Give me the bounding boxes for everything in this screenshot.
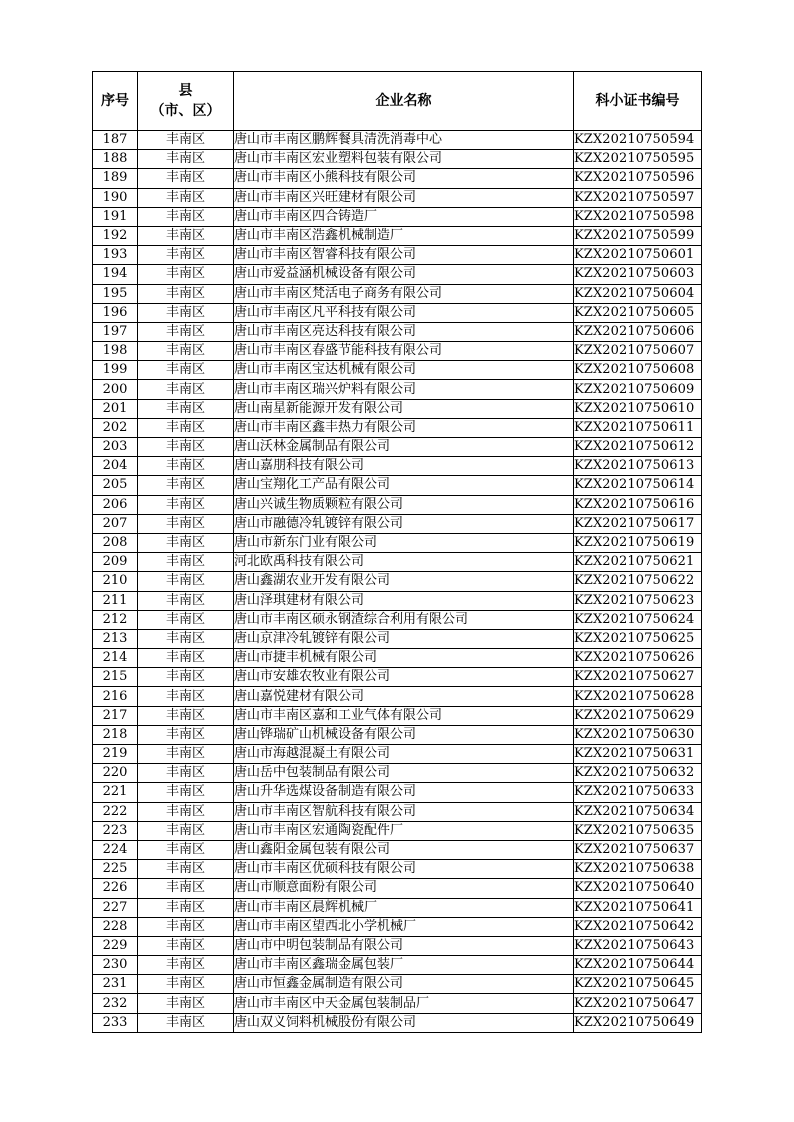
- table-row: [93, 745, 702, 764]
- cell-certificate-code: KZX20210750598: [574, 207, 702, 226]
- cell-county: 丰南区: [138, 898, 234, 917]
- cell-seq: 205: [93, 476, 138, 495]
- table-row: [93, 169, 702, 188]
- cell-county: 丰南区: [138, 879, 234, 898]
- cell-seq: 215: [93, 668, 138, 687]
- table-row: [93, 207, 702, 226]
- cell-enterprise-name: 唐山市捷丰机械有限公司: [234, 649, 574, 668]
- header-seq: 序号: [93, 72, 138, 131]
- cell-enterprise-name: 唐山嘉悦建材有限公司: [234, 687, 574, 706]
- table-row: [93, 284, 702, 303]
- table-row: [93, 380, 702, 399]
- cell-certificate-code: KZX20210750616: [574, 495, 702, 514]
- cell-certificate-code: KZX20210750597: [574, 188, 702, 207]
- cell-county: 丰南区: [138, 438, 234, 457]
- cell-certificate-code: KZX20210750596: [574, 169, 702, 188]
- table-row: [93, 342, 702, 361]
- table-row: [93, 361, 702, 380]
- cell-enterprise-name: 唐山市丰南区春盛节能科技有限公司: [234, 342, 574, 361]
- cell-certificate-code: KZX20210750630: [574, 725, 702, 744]
- cell-seq: 212: [93, 610, 138, 629]
- cell-county: 丰南区: [138, 418, 234, 437]
- cell-enterprise-name: 唐山市丰南区宏通陶瓷配件厂: [234, 821, 574, 840]
- cell-enterprise-name: 唐山宝翔化工产品有限公司: [234, 476, 574, 495]
- header-name: 企业名称: [234, 72, 574, 131]
- table-row: [93, 994, 702, 1013]
- cell-seq: 218: [93, 725, 138, 744]
- cell-enterprise-name: 河北欧禹科技有限公司: [234, 553, 574, 572]
- table-row: [93, 975, 702, 994]
- cell-county: 丰南区: [138, 994, 234, 1013]
- cell-seq: 196: [93, 303, 138, 322]
- enterprise-certificate-table: [92, 71, 702, 1033]
- table-row: [93, 706, 702, 725]
- cell-seq: 224: [93, 840, 138, 859]
- cell-seq: 188: [93, 150, 138, 169]
- cell-certificate-code: KZX20210750642: [574, 917, 702, 936]
- cell-enterprise-name: 唐山市丰南区亮达科技有限公司: [234, 322, 574, 341]
- table-row: [93, 956, 702, 975]
- cell-seq: 195: [93, 284, 138, 303]
- cell-enterprise-name: 唐山市丰南区鑫瑞金属包装厂: [234, 956, 574, 975]
- cell-seq: 189: [93, 169, 138, 188]
- table-row: [93, 764, 702, 783]
- cell-county: 丰南区: [138, 361, 234, 380]
- cell-seq: 217: [93, 706, 138, 725]
- cell-certificate-code: KZX20210750614: [574, 476, 702, 495]
- cell-certificate-code: KZX20210750643: [574, 936, 702, 955]
- cell-county: 丰南区: [138, 476, 234, 495]
- cell-enterprise-name: 唐山市丰南区智航科技有限公司: [234, 802, 574, 821]
- cell-enterprise-name: 唐山兴诚生物质颗粒有限公司: [234, 495, 574, 514]
- cell-enterprise-name: 唐山市丰南区望西北小学机械厂: [234, 917, 574, 936]
- table-row: [93, 265, 702, 284]
- cell-enterprise-name: 唐山市丰南区小熊科技有限公司: [234, 169, 574, 188]
- cell-enterprise-name: 唐山市丰南区智睿科技有限公司: [234, 246, 574, 265]
- table-row: [93, 131, 702, 150]
- cell-enterprise-name: 唐山市新东门业有限公司: [234, 533, 574, 552]
- cell-enterprise-name: 唐山市丰南区晨辉机械厂: [234, 898, 574, 917]
- table-row: [93, 476, 702, 495]
- cell-county: 丰南区: [138, 150, 234, 169]
- cell-certificate-code: KZX20210750623: [574, 591, 702, 610]
- table-row: [93, 150, 702, 169]
- cell-county: 丰南区: [138, 802, 234, 821]
- table-row: [93, 457, 702, 476]
- cell-seq: 197: [93, 322, 138, 341]
- cell-certificate-code: KZX20210750605: [574, 303, 702, 322]
- cell-county: 丰南区: [138, 514, 234, 533]
- cell-certificate-code: KZX20210750635: [574, 821, 702, 840]
- cell-seq: 225: [93, 860, 138, 879]
- cell-county: 丰南区: [138, 764, 234, 783]
- cell-enterprise-name: 唐山京津冷轧镀锌有限公司: [234, 629, 574, 648]
- cell-county: 丰南区: [138, 399, 234, 418]
- cell-seq: 204: [93, 457, 138, 476]
- header-row: [93, 72, 702, 131]
- cell-county: 丰南区: [138, 495, 234, 514]
- cell-certificate-code: KZX20210750619: [574, 533, 702, 552]
- cell-enterprise-name: 唐山岳中包装制品有限公司: [234, 764, 574, 783]
- table-row: [93, 322, 702, 341]
- cell-certificate-code: KZX20210750629: [574, 706, 702, 725]
- cell-enterprise-name: 唐山市顺意面粉有限公司: [234, 879, 574, 898]
- cell-enterprise-name: 唐山市恒鑫金属制造有限公司: [234, 975, 574, 994]
- cell-county: 丰南区: [138, 860, 234, 879]
- cell-certificate-code: KZX20210750631: [574, 745, 702, 764]
- cell-enterprise-name: 唐山嘉朋科技有限公司: [234, 457, 574, 476]
- table-header: [93, 72, 702, 131]
- cell-seq: 223: [93, 821, 138, 840]
- header-county: [138, 72, 234, 131]
- table-row: [93, 303, 702, 322]
- cell-county: 丰南区: [138, 131, 234, 150]
- cell-certificate-code: KZX20210750603: [574, 265, 702, 284]
- cell-enterprise-name: 唐山市安雄农牧业有限公司: [234, 668, 574, 687]
- cell-enterprise-name: 唐山市丰南区浩鑫机械制造厂: [234, 226, 574, 245]
- cell-seq: 211: [93, 591, 138, 610]
- table-row: [93, 879, 702, 898]
- cell-enterprise-name: 唐山市海越混凝土有限公司: [234, 745, 574, 764]
- cell-county: 丰南区: [138, 917, 234, 936]
- cell-county: 丰南区: [138, 284, 234, 303]
- table-row: [93, 687, 702, 706]
- table-row: [93, 936, 702, 955]
- cell-enterprise-name: 唐山市丰南区瑞兴炉料有限公司: [234, 380, 574, 399]
- table-row: [93, 533, 702, 552]
- cell-certificate-code: KZX20210750606: [574, 322, 702, 341]
- cell-enterprise-name: 唐山市爱益涵机械设备有限公司: [234, 265, 574, 284]
- table-row: [93, 572, 702, 591]
- cell-seq: 222: [93, 802, 138, 821]
- cell-county: 丰南区: [138, 821, 234, 840]
- cell-certificate-code: KZX20210750649: [574, 1013, 702, 1032]
- cell-certificate-code: KZX20210750599: [574, 226, 702, 245]
- table-row: [93, 495, 702, 514]
- cell-county: 丰南区: [138, 207, 234, 226]
- cell-seq: 192: [93, 226, 138, 245]
- cell-county: 丰南区: [138, 591, 234, 610]
- cell-seq: 220: [93, 764, 138, 783]
- cell-certificate-code: KZX20210750595: [574, 150, 702, 169]
- cell-enterprise-name: 唐山市丰南区优硕科技有限公司: [234, 860, 574, 879]
- cell-seq: 187: [93, 131, 138, 150]
- cell-county: 丰南区: [138, 649, 234, 668]
- cell-county: 丰南区: [138, 322, 234, 341]
- table-row: [93, 246, 702, 265]
- cell-seq: 229: [93, 936, 138, 955]
- cell-seq: 214: [93, 649, 138, 668]
- cell-certificate-code: KZX20210750637: [574, 840, 702, 859]
- cell-certificate-code: KZX20210750604: [574, 284, 702, 303]
- cell-seq: 201: [93, 399, 138, 418]
- cell-county: 丰南区: [138, 936, 234, 955]
- table-row: [93, 860, 702, 879]
- table-row: [93, 399, 702, 418]
- cell-seq: 206: [93, 495, 138, 514]
- cell-seq: 221: [93, 783, 138, 802]
- cell-certificate-code: KZX20210750613: [574, 457, 702, 476]
- cell-enterprise-name: 唐山市丰南区鑫丰热力有限公司: [234, 418, 574, 437]
- cell-seq: 199: [93, 361, 138, 380]
- cell-certificate-code: KZX20210750621: [574, 553, 702, 572]
- cell-county: 丰南区: [138, 265, 234, 284]
- cell-seq: 226: [93, 879, 138, 898]
- cell-enterprise-name: 唐山双义饲料机械股份有限公司: [234, 1013, 574, 1032]
- cell-enterprise-name: 唐山市融德冷轧镀锌有限公司: [234, 514, 574, 533]
- cell-certificate-code: KZX20210750634: [574, 802, 702, 821]
- cell-certificate-code: KZX20210750641: [574, 898, 702, 917]
- cell-enterprise-name: 唐山升华选煤设备制造有限公司: [234, 783, 574, 802]
- cell-seq: 213: [93, 629, 138, 648]
- table-body: [93, 131, 702, 1033]
- cell-county: 丰南区: [138, 572, 234, 591]
- cell-county: 丰南区: [138, 246, 234, 265]
- table-row: [93, 783, 702, 802]
- table-row: [93, 725, 702, 744]
- cell-county: 丰南区: [138, 745, 234, 764]
- cell-certificate-code: KZX20210750628: [574, 687, 702, 706]
- cell-county: 丰南区: [138, 380, 234, 399]
- cell-certificate-code: KZX20210750647: [574, 994, 702, 1013]
- cell-county: 丰南区: [138, 342, 234, 361]
- cell-certificate-code: KZX20210750609: [574, 380, 702, 399]
- table-row: [93, 188, 702, 207]
- cell-enterprise-name: 唐山市丰南区宏业塑料包装有限公司: [234, 150, 574, 169]
- table-row: [93, 629, 702, 648]
- cell-enterprise-name: 唐山市丰南区兴旺建材有限公司: [234, 188, 574, 207]
- cell-certificate-code: KZX20210750640: [574, 879, 702, 898]
- cell-certificate-code: KZX20210750594: [574, 131, 702, 150]
- header-code: 科小证书编号: [574, 72, 702, 131]
- cell-seq: 231: [93, 975, 138, 994]
- cell-county: 丰南区: [138, 457, 234, 476]
- cell-county: 丰南区: [138, 668, 234, 687]
- cell-certificate-code: KZX20210750624: [574, 610, 702, 629]
- table-row: [93, 649, 702, 668]
- cell-county: 丰南区: [138, 1013, 234, 1032]
- cell-county: 丰南区: [138, 687, 234, 706]
- cell-seq: 203: [93, 438, 138, 457]
- cell-county: 丰南区: [138, 169, 234, 188]
- cell-enterprise-name: 唐山鑫湖农业开发有限公司: [234, 572, 574, 591]
- cell-seq: 191: [93, 207, 138, 226]
- cell-county: 丰南区: [138, 629, 234, 648]
- table-row: [93, 840, 702, 859]
- table-row: [93, 418, 702, 437]
- cell-certificate-code: KZX20210750610: [574, 399, 702, 418]
- cell-seq: 193: [93, 246, 138, 265]
- table-row: [93, 668, 702, 687]
- cell-enterprise-name: 唐山市丰南区鹏辉餐具清洗消毒中心: [234, 131, 574, 150]
- cell-enterprise-name: 唐山市丰南区嘉和工业气体有限公司: [234, 706, 574, 725]
- cell-seq: 216: [93, 687, 138, 706]
- cell-seq: 232: [93, 994, 138, 1013]
- cell-enterprise-name: 唐山市丰南区四合铸造厂: [234, 207, 574, 226]
- cell-certificate-code: KZX20210750608: [574, 361, 702, 380]
- cell-certificate-code: KZX20210750645: [574, 975, 702, 994]
- cell-seq: 209: [93, 553, 138, 572]
- cell-seq: 210: [93, 572, 138, 591]
- table-row: [93, 514, 702, 533]
- cell-seq: 227: [93, 898, 138, 917]
- cell-enterprise-name: 唐山市丰南区梵活电子商务有限公司: [234, 284, 574, 303]
- cell-county: 丰南区: [138, 783, 234, 802]
- cell-county: 丰南区: [138, 610, 234, 629]
- cell-certificate-code: KZX20210750627: [574, 668, 702, 687]
- header-county-line1: 县: [178, 83, 193, 99]
- cell-county: 丰南区: [138, 956, 234, 975]
- cell-seq: 202: [93, 418, 138, 437]
- cell-seq: 207: [93, 514, 138, 533]
- cell-enterprise-name: 唐山泽琪建材有限公司: [234, 591, 574, 610]
- cell-enterprise-name: 唐山沃林金属制品有限公司: [234, 438, 574, 457]
- table-row: [93, 802, 702, 821]
- table-row: [93, 226, 702, 245]
- cell-county: 丰南区: [138, 553, 234, 572]
- cell-seq: 219: [93, 745, 138, 764]
- cell-certificate-code: KZX20210750626: [574, 649, 702, 668]
- cell-county: 丰南区: [138, 840, 234, 859]
- table-row: [93, 898, 702, 917]
- cell-seq: 228: [93, 917, 138, 936]
- cell-county: 丰南区: [138, 533, 234, 552]
- cell-certificate-code: KZX20210750632: [574, 764, 702, 783]
- cell-enterprise-name: 唐山市丰南区中天金属包装制品厂: [234, 994, 574, 1013]
- cell-enterprise-name: 唐山南星新能源开发有限公司: [234, 399, 574, 418]
- cell-certificate-code: KZX20210750617: [574, 514, 702, 533]
- cell-enterprise-name: 唐山市丰南区宝达机械有限公司: [234, 361, 574, 380]
- table-row: [93, 610, 702, 629]
- table-row: [93, 553, 702, 572]
- table-row: [93, 917, 702, 936]
- cell-seq: 208: [93, 533, 138, 552]
- cell-certificate-code: KZX20210750612: [574, 438, 702, 457]
- table-row: [93, 821, 702, 840]
- table-row: [93, 591, 702, 610]
- cell-county: 丰南区: [138, 725, 234, 744]
- cell-certificate-code: KZX20210750622: [574, 572, 702, 591]
- cell-county: 丰南区: [138, 188, 234, 207]
- table-row: [93, 1013, 702, 1032]
- header-county-line2: （市、区）: [150, 103, 221, 119]
- cell-enterprise-name: 唐山铧瑞矿山机械设备有限公司: [234, 725, 574, 744]
- cell-certificate-code: KZX20210750638: [574, 860, 702, 879]
- cell-county: 丰南区: [138, 975, 234, 994]
- cell-certificate-code: KZX20210750601: [574, 246, 702, 265]
- cell-certificate-code: KZX20210750611: [574, 418, 702, 437]
- cell-certificate-code: KZX20210750644: [574, 956, 702, 975]
- cell-enterprise-name: 唐山市丰南区硕永钢渣综合利用有限公司: [234, 610, 574, 629]
- cell-seq: 200: [93, 380, 138, 399]
- cell-enterprise-name: 唐山市丰南区凡平科技有限公司: [234, 303, 574, 322]
- cell-certificate-code: KZX20210750607: [574, 342, 702, 361]
- cell-certificate-code: KZX20210750625: [574, 629, 702, 648]
- cell-county: 丰南区: [138, 303, 234, 322]
- cell-seq: 190: [93, 188, 138, 207]
- cell-certificate-code: KZX20210750633: [574, 783, 702, 802]
- table-row: [93, 438, 702, 457]
- cell-county: 丰南区: [138, 226, 234, 245]
- cell-enterprise-name: 唐山鑫阳金属包装有限公司: [234, 840, 574, 859]
- cell-seq: 230: [93, 956, 138, 975]
- cell-county: 丰南区: [138, 706, 234, 725]
- cell-seq: 233: [93, 1013, 138, 1032]
- cell-enterprise-name: 唐山市中明包装制品有限公司: [234, 936, 574, 955]
- cell-seq: 198: [93, 342, 138, 361]
- cell-seq: 194: [93, 265, 138, 284]
